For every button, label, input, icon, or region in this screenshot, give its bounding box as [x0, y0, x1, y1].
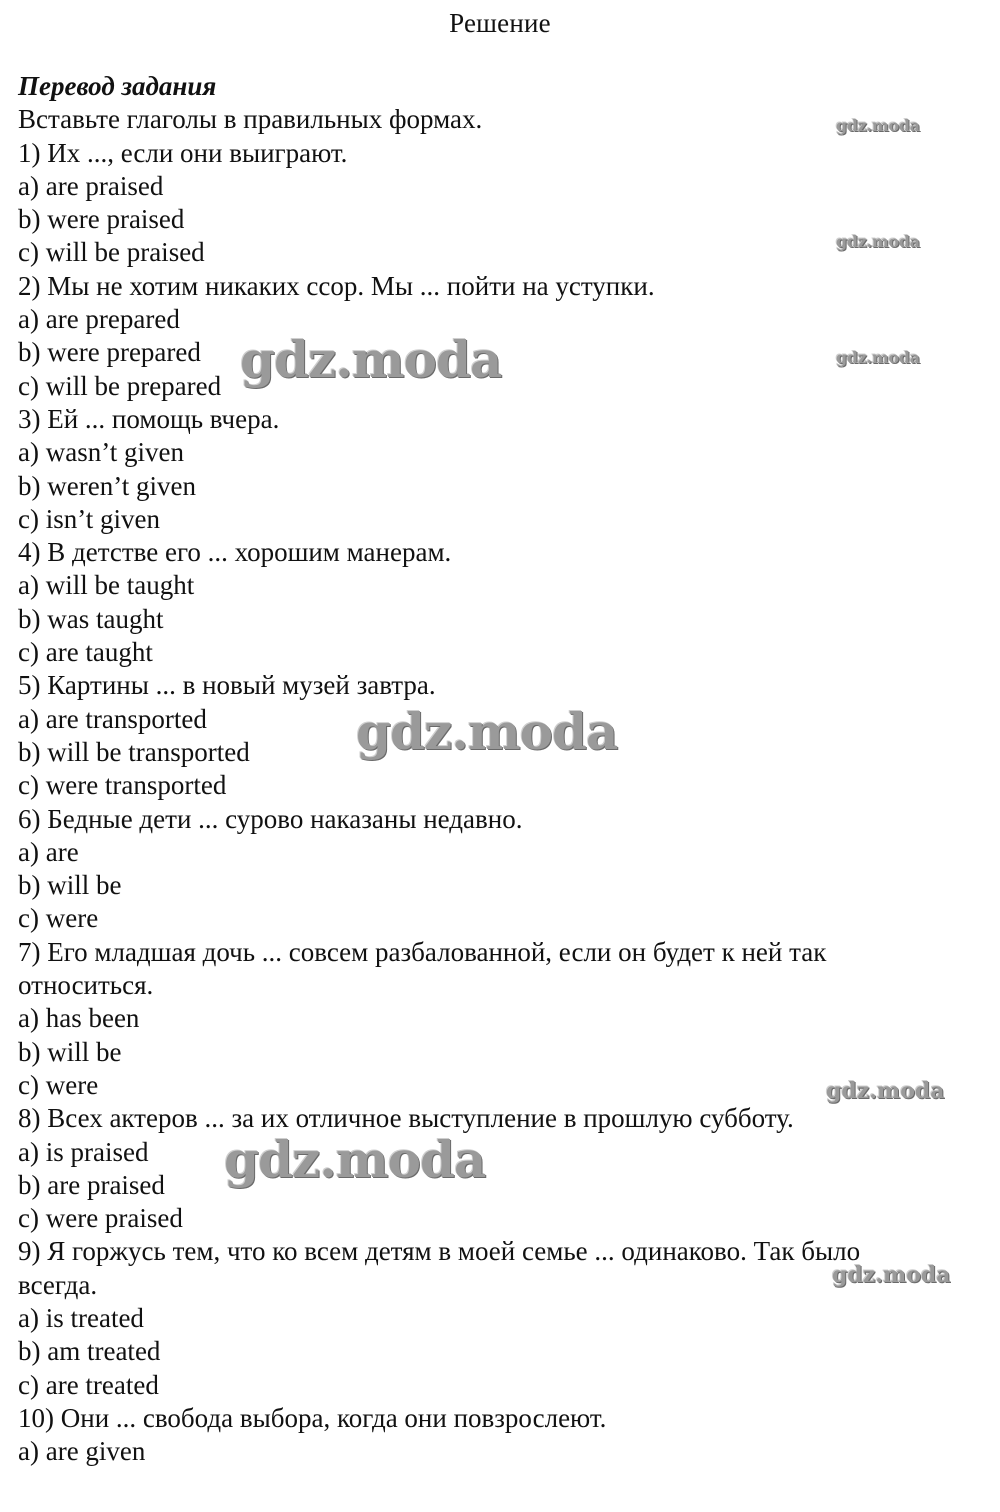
text-line: всегда. — [18, 1269, 98, 1300]
text-line: a) are transported — [18, 703, 207, 734]
text-line: 5) Картины ... в новый музей завтра. — [18, 670, 436, 701]
watermark-logo: gdz.moda — [836, 232, 920, 251]
text-line: a) is treated — [18, 1302, 144, 1333]
text-line: a) are given — [18, 1436, 146, 1467]
task-text — [18, 103, 978, 1468]
text-line: a) wasn’t given — [18, 437, 184, 468]
watermark-logo: gdz.moda — [826, 1078, 945, 1104]
text-line: c) are taught — [18, 637, 153, 668]
section-heading: Перевод задания — [18, 71, 217, 101]
watermark-logo: gdz.moda — [832, 1262, 951, 1288]
text-line: c) were — [18, 1069, 99, 1100]
text-line: c) were — [18, 903, 99, 934]
text-line: a) has been — [18, 1003, 140, 1034]
text-line: c) were transported — [18, 770, 227, 801]
text-line: 9) Я горжусь тем, что ко всем детям в моей семье ... одинаково. Так было — [18, 1236, 861, 1267]
text-line: a) are praised — [18, 170, 164, 201]
solution-section — [18, 70, 978, 1468]
text-line: 7) Его младшая дочь ... совсем разбалованной, если он будет к ней так — [18, 936, 827, 967]
text-line: a) are — [18, 836, 79, 867]
text-line: 2) Мы не хотим никаких ссор. Мы ... пойти на уступки. — [18, 270, 655, 301]
text-line: b) will be — [18, 1036, 122, 1067]
text-line: c) were praised — [18, 1203, 183, 1234]
text-line: b) was taught — [18, 603, 164, 634]
page-title: Решение — [449, 8, 551, 38]
text-line: b) will be transported — [18, 736, 250, 767]
text-line: b) will be — [18, 870, 122, 901]
text-line: a) will be taught — [18, 570, 195, 601]
text-line: b) were prepared — [18, 337, 201, 368]
text-line: 10) Они ... свобода выбора, когда они повзрослеют. — [18, 1402, 607, 1433]
text-line: a) are prepared — [18, 304, 180, 335]
watermark-logo: gdz.moda — [836, 116, 920, 135]
text-line: c) will be prepared — [18, 370, 222, 401]
text-line: b) weren’t given — [18, 470, 196, 501]
text-line: 3) Ей ... помощь вчера. — [18, 403, 280, 434]
text-line: 1) Их ..., если они выиграют. — [18, 137, 348, 168]
text-line: 4) В детстве его ... хорошим манерам. — [18, 537, 452, 568]
watermark-logo: gdz.moda — [240, 330, 502, 389]
text-line: b) were praised — [18, 204, 185, 235]
text-line: b) are praised — [18, 1169, 165, 1200]
text-line: c) isn’t given — [18, 503, 160, 534]
text-line: c) are treated — [18, 1369, 159, 1400]
watermark-logo: gdz.moda — [224, 1130, 486, 1189]
text-line: Вставьте глаголы в правильных формах. — [18, 104, 483, 135]
watermark-logo: gdz.moda — [836, 348, 920, 367]
text-line: c) will be praised — [18, 237, 205, 268]
text-line: b) am treated — [18, 1336, 161, 1367]
text-line: 8) Всех актеров ... за их отличное выступление в прошлую субботу. — [18, 1103, 794, 1134]
watermark-logo: gdz.moda — [356, 702, 618, 761]
text-line: относиться. — [18, 970, 154, 1001]
text-line: a) is praised — [18, 1136, 149, 1167]
text-line: 6) Бедные дети ... сурово наказаны недавно. — [18, 803, 523, 834]
